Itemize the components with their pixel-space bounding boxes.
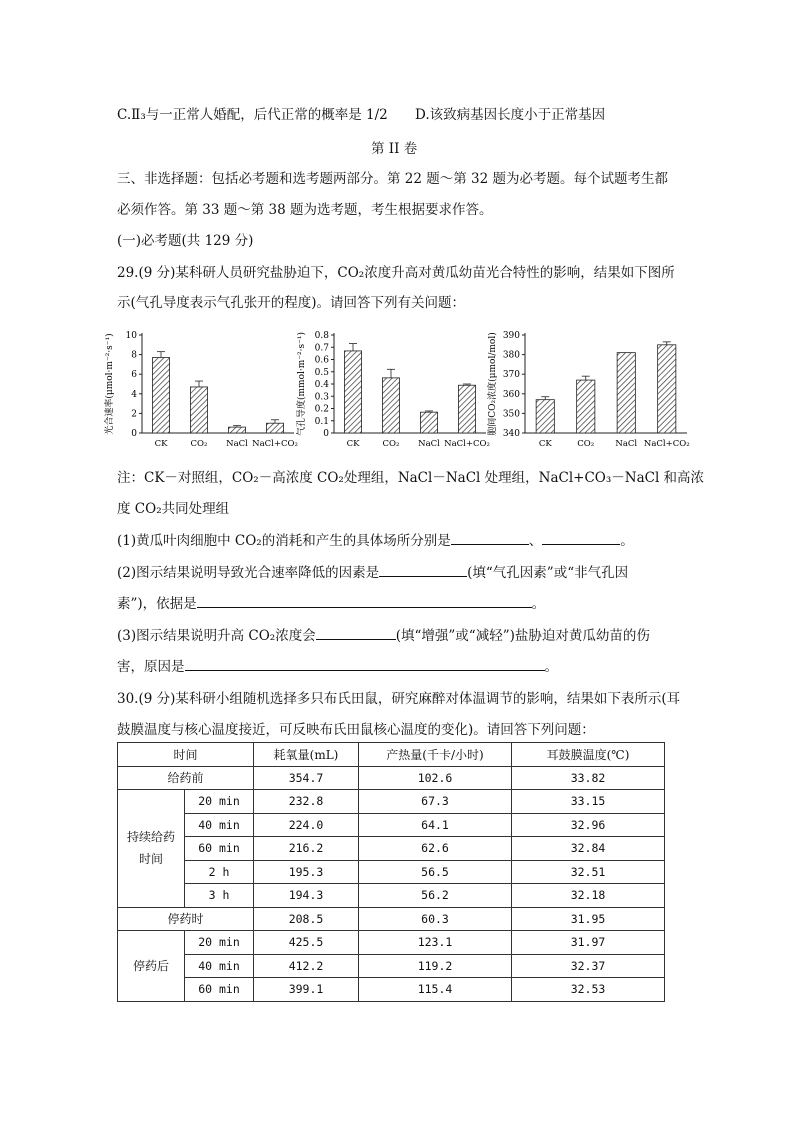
q29-2-hint: (填“气孔因素”或“非气孔因 (467, 565, 629, 581)
header-heat: 产热量(千卡/小时) (359, 743, 512, 767)
x-tick-label: NaCl+CO₂ (444, 439, 490, 449)
cell: 399.1 (254, 978, 359, 1002)
cell: 33.15 (512, 790, 665, 814)
header-oxygen: 耗氧量(mL) (254, 743, 359, 767)
section3-line1: 三、非选择题：包括必考题和选考题两部分。第 22 题～第 32 题为必考题。每个试题考生都 (117, 171, 669, 187)
y-tick-label: 370 (502, 370, 520, 381)
time-cell: 40 min (185, 954, 254, 978)
time-cell: 40 min (185, 813, 254, 837)
chart-photosynthesis-rate (100, 325, 300, 455)
time-cell: 2 h (185, 860, 254, 884)
table-row (118, 860, 665, 884)
bar (420, 412, 437, 433)
bar (382, 378, 399, 433)
answer-blank-3[interactable] (379, 562, 467, 577)
cell: 216.2 (254, 837, 359, 861)
answer-blank-2[interactable] (542, 530, 620, 545)
bar (658, 345, 676, 433)
cell: 64.1 (359, 813, 512, 837)
x-tick-label: NaCl (615, 439, 638, 449)
header-temp: 耳鼓膜温度(℃) (512, 743, 665, 767)
cell: 425.5 (254, 931, 359, 955)
y-tick-label: 8 (131, 350, 137, 361)
bar (266, 423, 283, 433)
y-tick-label: 0.6 (314, 355, 329, 366)
cell: 31.95 (512, 907, 665, 931)
table-row (118, 837, 665, 861)
q29-1-sep: 、 (528, 533, 543, 549)
cell: 32.51 (512, 860, 665, 884)
q29-2-cont (117, 592, 545, 612)
header-time: 时间 (118, 743, 254, 767)
x-tick-label: CK (346, 439, 360, 449)
choice-d: D.该致病基因长度小于正常基因 (415, 107, 606, 123)
q29-1-text: (1)黄瓜叶肉细胞中 CO₂的消耗和产生的具体场所分别是 (117, 533, 451, 549)
cell: 123.1 (359, 931, 512, 955)
cell: 115.4 (359, 978, 512, 1002)
y-tick-label: 360 (502, 389, 520, 400)
y-tick-label: 10 (125, 331, 137, 341)
q29-line1: 29.(9 分)某科研人员研究盐胁迫下，CO₂浓度升高对黄瓜幼苗光合特性的影响，结果如下图所 (117, 265, 675, 281)
bar (536, 400, 554, 433)
x-tick-label: CO₂ (190, 439, 208, 449)
cell: 32.18 (512, 884, 665, 908)
y-axis-label: 气孔导度(mmol·m⁻²·s⁻¹) (297, 332, 307, 436)
q30-line2: 鼓膜温度与核心温度接近，可反映布氏田鼠核心温度的变化)。请回答下列问题： (117, 722, 595, 738)
y-tick-label: 0.1 (314, 416, 329, 427)
table-row (118, 907, 665, 931)
y-tick-label: 2 (131, 409, 137, 420)
cell: 195.3 (254, 860, 359, 884)
section3-line2: 必须作答。第 33 题～第 38 题为选考题，考生根据要求作答。 (117, 202, 493, 218)
q29-3 (117, 624, 650, 644)
time-cell: 20 min (185, 931, 254, 955)
x-tick-label: NaCl+CO₂ (643, 439, 690, 449)
cell: 32.53 (512, 978, 665, 1002)
y-tick-label: 0 (131, 429, 137, 439)
x-tick-label: NaCl (226, 439, 248, 449)
bar (190, 387, 207, 433)
group-label-text: 持续给药时间 (127, 830, 176, 867)
y-tick-label: 350 (502, 409, 520, 420)
time-cell: 20 min (185, 790, 254, 814)
cell: 412.2 (254, 954, 359, 978)
cell: 67.3 (359, 790, 512, 814)
volume-title: 第 II 卷 (371, 141, 418, 157)
time-cell: 3 h (185, 884, 254, 908)
cell: 232.8 (254, 790, 359, 814)
cell: 32.37 (512, 954, 665, 978)
q29-3-reason: 害，原因是 (117, 659, 185, 675)
charts-area (100, 325, 700, 455)
table-row (118, 790, 665, 814)
cell: 194.3 (254, 884, 359, 908)
y-tick-label: 340 (502, 429, 520, 439)
y-tick-label: 390 (502, 331, 520, 341)
q29-2 (117, 561, 628, 581)
row-label: 停药时 (118, 907, 254, 931)
table-row (118, 978, 665, 1002)
required-heading: (一)必考题(共 129 分) (117, 233, 254, 249)
y-tick-label: 6 (131, 370, 137, 381)
table-row (118, 766, 665, 790)
y-tick-label: 0 (323, 429, 329, 439)
y-tick-label: 0.5 (314, 367, 329, 378)
bar (228, 427, 245, 433)
cell: 102.6 (359, 766, 512, 790)
y-tick-label: 0.8 (314, 331, 329, 341)
y-tick-label: 4 (131, 389, 137, 400)
x-tick-label: CK (154, 439, 168, 449)
time-cell: 60 min (185, 978, 254, 1002)
time-cell: 60 min (185, 837, 254, 861)
y-axis-label: 胞间CO₂浓度(μmol/mol) (488, 332, 498, 436)
bar (617, 353, 635, 433)
y-axis-label: 光合速率(μmol·m⁻²·s⁻¹) (105, 333, 115, 435)
answer-blank-5[interactable] (316, 625, 396, 640)
y-tick-label: 380 (502, 350, 520, 361)
table-row (118, 884, 665, 908)
chart-intercellular-co2 (483, 325, 693, 455)
q29-2-text: (2)图示结果说明导致光合速率降低的因素是 (117, 565, 380, 581)
y-tick-label: 0.2 (314, 404, 329, 415)
q29-1-end: 。 (620, 533, 634, 549)
group-label (118, 790, 185, 908)
cell: 32.96 (512, 813, 665, 837)
bar (458, 385, 475, 433)
cell: 56.2 (359, 884, 512, 908)
x-tick-label: CO₂ (382, 439, 400, 449)
group-label: 停药后 (118, 931, 185, 1002)
chart-stomatal-conductance (292, 325, 492, 455)
cell: 56.5 (359, 860, 512, 884)
q29-3-hint: (填“增强”或“减轻”)盐胁迫对黄瓜幼苗的伤 (395, 628, 650, 644)
note-line2: 度 CO₂共同处理组 (117, 501, 230, 517)
x-tick-label: CO₂ (577, 439, 595, 449)
x-tick-label: NaCl (418, 439, 440, 449)
cell: 354.7 (254, 766, 359, 790)
table-row (118, 931, 665, 955)
q29-2-basis: 素”)，依据是 (117, 596, 197, 612)
answer-blank-6[interactable] (185, 656, 545, 671)
note-line1: 注：CK－对照组，CO₂－高浓度 CO₂处理组，NaCl－NaCl 处理组，NaCl+CO₃－NaCl 和高浓 (117, 470, 705, 486)
row-label: 给药前 (118, 766, 254, 790)
cell: 119.2 (359, 954, 512, 978)
table-header-row (118, 743, 665, 767)
cell: 33.82 (512, 766, 665, 790)
q30-line1: 30.(9 分)某科研小组随机选择多只布氏田鼠，研究麻醉对体温调节的影响，结果如下表所示(耳 (117, 691, 681, 707)
cell: 208.5 (254, 907, 359, 931)
cell: 32.84 (512, 837, 665, 861)
bar (344, 351, 361, 433)
cell: 224.0 (254, 813, 359, 837)
anesthesia-table (117, 742, 665, 1002)
answer-blank-1[interactable] (451, 530, 529, 545)
choice-c: C.Ⅱ₃与一正常人婚配，后代正常的概率是 1/2 (117, 107, 388, 123)
q29-line2: 示(气孔导度表示气孔张开的程度)。请回答下列有关问题： (117, 295, 466, 311)
q29-3-cont (117, 655, 558, 675)
y-tick-label: 0.3 (314, 392, 329, 403)
answer-blank-4[interactable] (197, 593, 532, 608)
cell: 31.97 (512, 931, 665, 955)
bar (577, 380, 595, 433)
table-row (118, 954, 665, 978)
x-tick-label: CK (538, 439, 552, 449)
q29-2-end: 。 (531, 596, 546, 612)
q29-3-end: 。 (544, 659, 558, 675)
y-tick-label: 0.4 (314, 380, 329, 390)
cell: 60.3 (359, 907, 512, 931)
table-row (118, 813, 665, 837)
cell: 62.6 (359, 837, 512, 861)
x-tick-label: NaCl+CO₂ (252, 439, 298, 449)
q29-1 (117, 529, 634, 549)
q29-3-text: (3)图示结果说明升高 CO₂浓度会 (117, 628, 316, 644)
bar (152, 358, 169, 433)
y-tick-label: 0.7 (314, 343, 329, 354)
